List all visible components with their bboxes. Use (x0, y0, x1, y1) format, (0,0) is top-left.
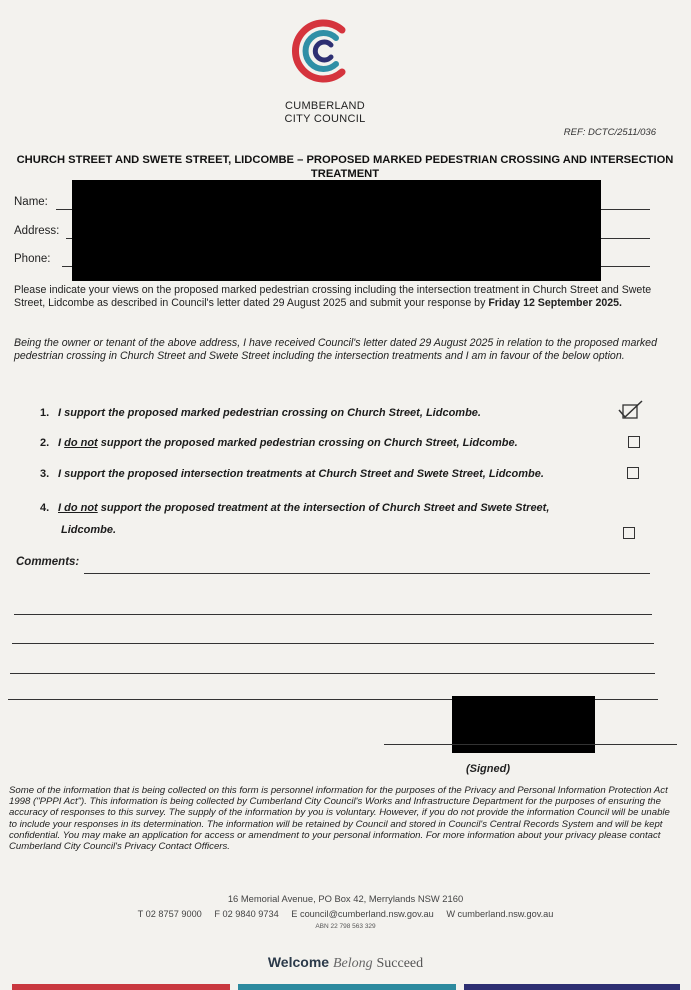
option-number: 4. (40, 502, 50, 514)
signed-label: (Signed) (466, 763, 510, 775)
footer-abn: ABN 22 798 563 329 (315, 923, 376, 930)
tagline (0, 954, 691, 972)
option-1 (40, 407, 481, 419)
tagline-succeed: Succeed (376, 956, 424, 971)
tagline-belong: Belong (332, 956, 373, 971)
option-4-line2: Lidcombe. (61, 524, 117, 536)
instructions-text: Please indicate your views on the proposed marked pedestrian crossing including the intersection treatment in Church Street and Swete Street, Lidcombe as described in Council's letter dated 29 August 2025 and submit your response by (14, 284, 652, 309)
council-name (260, 100, 390, 126)
option-4-checkbox[interactable] (623, 527, 635, 539)
option-text: I support the proposed marked pedestrian crossing on Church Street, Lidcombe. (58, 407, 481, 419)
option-number: 2. (40, 437, 50, 449)
footer-bar-navy (464, 984, 680, 990)
comments-label: Comments: (16, 556, 80, 568)
option-text-emphasis: do not (64, 437, 98, 449)
comments-line-2[interactable] (14, 614, 652, 615)
tagline-welcome: Welcome (267, 954, 330, 970)
council-name-line1: CUMBERLAND (284, 100, 365, 112)
option-2 (40, 437, 518, 449)
council-logo-icon (290, 14, 356, 88)
option-2-checkbox[interactable] (628, 436, 640, 448)
option-text-emphasis: I do not (58, 502, 98, 514)
footer-fax: F 02 9840 9734 (214, 909, 279, 919)
footer-email[interactable]: E council@cumberland.nsw.gov.au (291, 909, 434, 919)
reference-number: REF: DCTC/2511/036 (563, 127, 656, 138)
declaration: Being the owner or tenant of the above address, I have received Council's letter dated 29 August 2025 in relation to the proposed marked pedestrian crossing in Church Street and Swete Street including the intersection treatments and I am in favour of the below option. (14, 337, 657, 362)
option-text-prefix: I (58, 437, 65, 449)
comments-line-3[interactable] (12, 643, 654, 644)
comments-line-4[interactable] (10, 673, 655, 674)
option-4 (40, 502, 549, 514)
option-1-checkbox[interactable] (618, 400, 644, 422)
instructions (14, 284, 676, 309)
option-text-suffix: support the proposed treatment at the intersection of Church Street and Swete Street, (97, 502, 550, 514)
option-3 (40, 468, 544, 480)
checked-checkbox-icon (618, 400, 644, 422)
address-label: Address: (14, 225, 60, 237)
footer-bar-teal (238, 984, 456, 990)
phone-label: Phone: (14, 253, 51, 265)
comments-line-1[interactable] (84, 573, 650, 574)
signature-line[interactable] (384, 744, 677, 745)
option-number: 3. (40, 468, 50, 480)
option-text-suffix: support the proposed marked pedestrian crossing on Church Street, Lidcombe. (97, 437, 518, 449)
footer-website[interactable]: W cumberland.nsw.gov.au (446, 909, 554, 919)
council-name-line2: CITY COUNCIL (284, 113, 366, 125)
footer-phone: T 02 8757 9000 (137, 909, 202, 919)
response-deadline: Friday 12 September 2025. (488, 296, 622, 309)
option-number: 1. (40, 407, 50, 419)
footer-contact (0, 909, 691, 919)
option-3-checkbox[interactable] (627, 467, 639, 479)
redaction-block (72, 180, 601, 281)
option-text: I support the proposed intersection treatments at Church Street and Swete Street, Lidcombe. (58, 468, 544, 480)
council-logo (290, 14, 356, 88)
document-title: CHURCH STREET AND SWETE STREET, LIDCOMBE – PROPOSED MARKED PEDESTRIAN CROSSING AND INTERSECTION TREATMENT (16, 154, 674, 180)
name-label: Name: (14, 196, 48, 208)
footer-address: 16 Memorial Avenue, PO Box 42, Merrylands NSW 2160 (227, 893, 464, 904)
footer-bar-red (12, 984, 230, 990)
privacy-notice: Some of the information that is being collected on this form is personnel information for the purposes of the Privacy and Personal Information Protection Act 1998 ("PPPI Act"). This information is being collected by Cumberland City Council's Works and Infrastructure Department for the purposes of ensuring the accuracy of responses to this survey. The supply of the information by you is voluntary. However, if you do not provide the information Council will be unable to include your responses in its determination. The information will be retained by Council and stored in Council's Central Records System and will be kept confidential. You may make an application for access or amendment to your personal information. For more information about your privacy please contact Cumberland City Council's Privacy Contact Officers. (9, 785, 670, 853)
